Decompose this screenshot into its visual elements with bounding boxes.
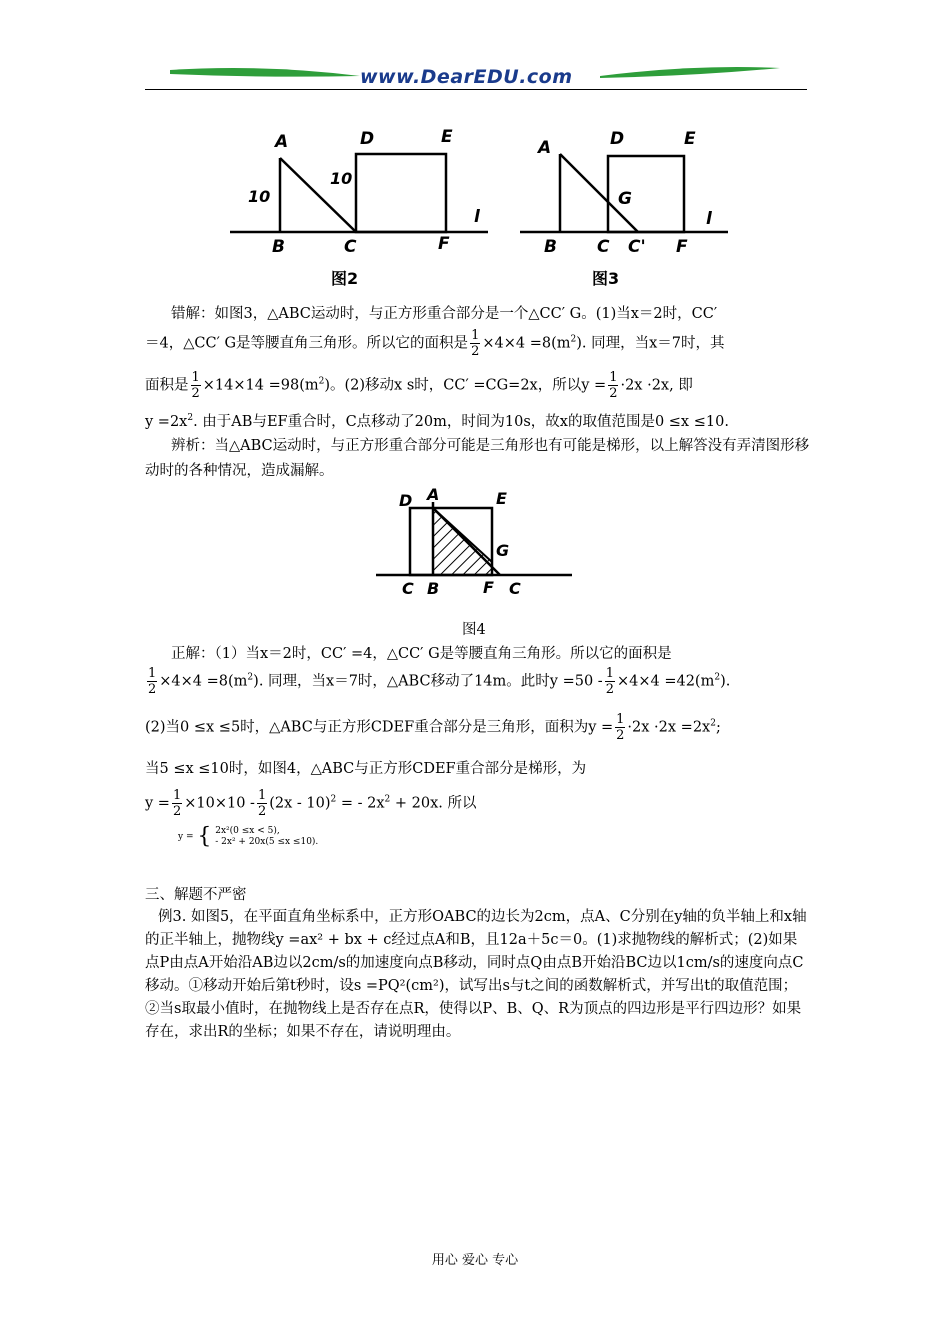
fig2-label-l: l [474, 207, 480, 227]
fig3-label-a: A [538, 138, 552, 158]
correct-solution-line-1 [171, 642, 672, 663]
correct-text-3b: ·2x ·2x =2x [627, 719, 711, 736]
figure-2 [228, 120, 498, 269]
correct-text-5d: = - 2x [336, 795, 385, 812]
piecewise-function [178, 826, 318, 848]
correct-text-5c: (2x - 10) [269, 795, 331, 812]
correct-solution-line-2: $\frac{1}{2}$ $\times 4\times 4 =8(m^2)$. 同理，当x＝7时，△ABC移动了14m。此时y =50 - $\frac{1}{2}$ $\times 4\times 4 =42(m^2)$. [148, 666, 731, 697]
piecewise-brace: { [197, 824, 212, 849]
correct-text-3a: (2)当0 ≤x ≤5时，△ABC与正方形CDEF重合部分是三角形，面积为y = [145, 719, 614, 736]
wrong-text-3b: ×14×14 =98(m [202, 377, 319, 394]
wrong-text-3c: )。(2)移动x s时，CC′ =CG=2x，所以y = [324, 377, 607, 394]
fig3-label-e: E [684, 129, 696, 149]
fig2-label-e: E [441, 127, 453, 147]
fraction: $\frac{1}{2}$ [616, 712, 625, 743]
correct-text-2c: ×4×4 =42(m [616, 673, 715, 690]
fig4-label-e: E [496, 489, 507, 508]
figure-4-caption: 图4 [462, 622, 486, 638]
fig3-label-d: D [610, 129, 625, 149]
correct-text-2a: ×4×4 =8(m [159, 673, 248, 690]
fraction: $\frac{1}{2}$ [605, 666, 614, 697]
figure-4 [372, 484, 577, 608]
fig3-label-b: B [544, 237, 557, 257]
fig2-label-f: F [438, 234, 450, 254]
fig4-label-b: B [427, 579, 440, 598]
fraction: $\frac{1}{2}$ [257, 788, 267, 819]
fig4-label-f: F [483, 578, 494, 597]
figure-3-drawing [518, 120, 788, 265]
correct-text-5b: ×10×10 - [184, 795, 255, 812]
correct-text-5a: y = [145, 795, 170, 812]
fig2-label-a: A [275, 132, 289, 152]
wrong-solution-line-4: $y =2x^2$. 由于AB与EF重合时，C点移动了20m，时间为10s，故x的取值范围是0 ≤x ≤10. [145, 413, 729, 430]
correct-text-2b: ). 同理，当x＝7时，△ABC移动了14m。此时y =50 - [253, 673, 603, 690]
fig4-label-c-left: C [402, 579, 414, 598]
fig4-label-g: G [496, 541, 510, 560]
correct-text-3c: ; [715, 719, 721, 736]
fraction: $\frac{1}{2}$ [471, 328, 480, 359]
wrong-solution-line-2: ＝4，△CC′ G是等腰直角三角形。所以它的面积是 $\frac{1}{2}$ $\times 4\times 4 =8(m^2)$. 同理，当x＝7时，其 [145, 328, 725, 359]
wrong-text-3a: 面积是 [145, 377, 189, 394]
fraction: $\frac{1}{2}$ [172, 788, 182, 819]
fig4-label-d: D [399, 491, 413, 510]
header-rule [145, 89, 807, 90]
piecewise-y: y = [178, 831, 194, 842]
fig2-label-d: D [360, 129, 375, 149]
fig2-label-c: C [344, 237, 357, 257]
section-3-heading: 三、解题不严密 [145, 887, 247, 903]
wrong-text-3d: ·2x ·2x, 即 [620, 377, 693, 394]
figure-4-drawing [372, 484, 577, 604]
correct-solution-line-3: (2)当0 ≤x ≤5时，△ABC与正方形CDEF重合部分是三角形，面积为y = $\frac{1}{2}$ $\cdot 2x \cdot 2x =2x^2$; [145, 712, 721, 743]
wrong-solution-line-3: 面积是 $\frac{1}{2}$ $\times 14\times 14 =98(m^2)$。(2)移动x s时，CC′ =CG=2x，所以y = $\frac{1}{2}$ ·2x ·2x, 即 [145, 370, 693, 401]
piecewise-case-2: - 2x² + 20x(5 ≤x ≤10). [215, 837, 319, 847]
correct-text-5e: + 20x. 所以 [390, 795, 477, 812]
footer-text: 用心 爱心 专心 [431, 1253, 519, 1268]
example-3-paragraph: 例3. 如图5，在平面直角坐标系中，正方形OABC的边长为2cm，点A、C分别在y轴的负半轴上和x轴的正半轴上，抛物线y =ax² + bx + c经过点A和B，且12a＋5c＝0。(1)求抛物线的解析式；(2)如果点P由点A开始沿AB边以2cm/s的加速度向点B移动，同时点Q由点B开始沿BC边以1cm/s的速度向点C移动。①移动开始后第t秒时，设s =PQ²(cm²)，试写出s与t之间的函数解析式，并写出t的取值范围；②当s取最小值时，在抛物线上是否存在点R，使得以P、B、Q、R为顶点的四边形是平行四边形？如果存在，求出R的坐标；如果不存在，请说明理由。 [145, 909, 807, 1040]
fraction: $\frac{1}{2}$ [191, 370, 200, 401]
fig3-label-c-prime: C' [628, 237, 646, 257]
figure-2-drawing [228, 120, 498, 265]
correct-text-1: 正解：（1）当x＝2时，CC′ =4，△CC′ G是等腰直角三角形。所以它的面积是 [171, 646, 672, 662]
wrong-text-2c: ). 同理，当x＝7时，其 [576, 335, 725, 352]
figure-3-caption: 图3 [592, 269, 620, 288]
fig2-label-cd-length: 10 [330, 169, 353, 188]
fig4-label-c-right: C [509, 579, 521, 598]
wrong-text-4a: y =2x [145, 414, 188, 430]
figure-2-caption: 图2 [331, 269, 359, 288]
fig2-label-ab-length: 10 [248, 187, 271, 206]
wrong-text-1: 错解：如图3，△ABC运动时，与正方形重合部分是一个△CC′ G。(1)当x＝2时，CC′ [171, 306, 718, 322]
site-name: www.DearEDU.com [360, 66, 573, 88]
wrong-text-4b: . 由于AB与EF重合时，C点移动了20m，时间为10s，故x的取值范围是0 ≤x ≤10. [193, 414, 729, 430]
correct-solution-line-4: 当5 ≤x ≤10时，如图4，△ABC与正方形CDEF重合部分是梯形，为 [145, 761, 587, 777]
correct-text-2d: ). [720, 673, 731, 690]
piecewise-case-1: 2x²(0 ≤x < 5), [215, 826, 280, 836]
fig4-label-a: A [427, 485, 440, 504]
fig3-label-f: F [676, 237, 688, 257]
wrong-solution-line-1 [171, 302, 717, 323]
correct-solution-line-5: y = $\frac{1}{2}$ ×10×10 - $\frac{1}{2}$ (2x - 10)$^2$ = - $2x^2 + 20x$. 所以 [145, 788, 477, 819]
wrong-text-2a: ＝4，△CC′ G是等腰直角三角形。所以它的面积是 [145, 335, 469, 352]
fig3-label-g: G [618, 189, 632, 209]
analysis-paragraph: 辨析：当△ABC运动时，与正方形重合部分可能是三角形也有可能是梯形，以上解答没有弄清图形移动时的各种情况，造成漏解。 [145, 438, 810, 479]
figure-3 [518, 120, 788, 269]
wrong-text-2b: ×4×4 =8(m [482, 335, 571, 352]
fig2-label-b: B [272, 237, 285, 257]
fraction: $\frac{1}{2}$ [148, 666, 157, 697]
fig3-label-c: C [597, 237, 610, 257]
fig3-label-l: l [706, 209, 712, 229]
fraction: $\frac{1}{2}$ [609, 370, 618, 401]
